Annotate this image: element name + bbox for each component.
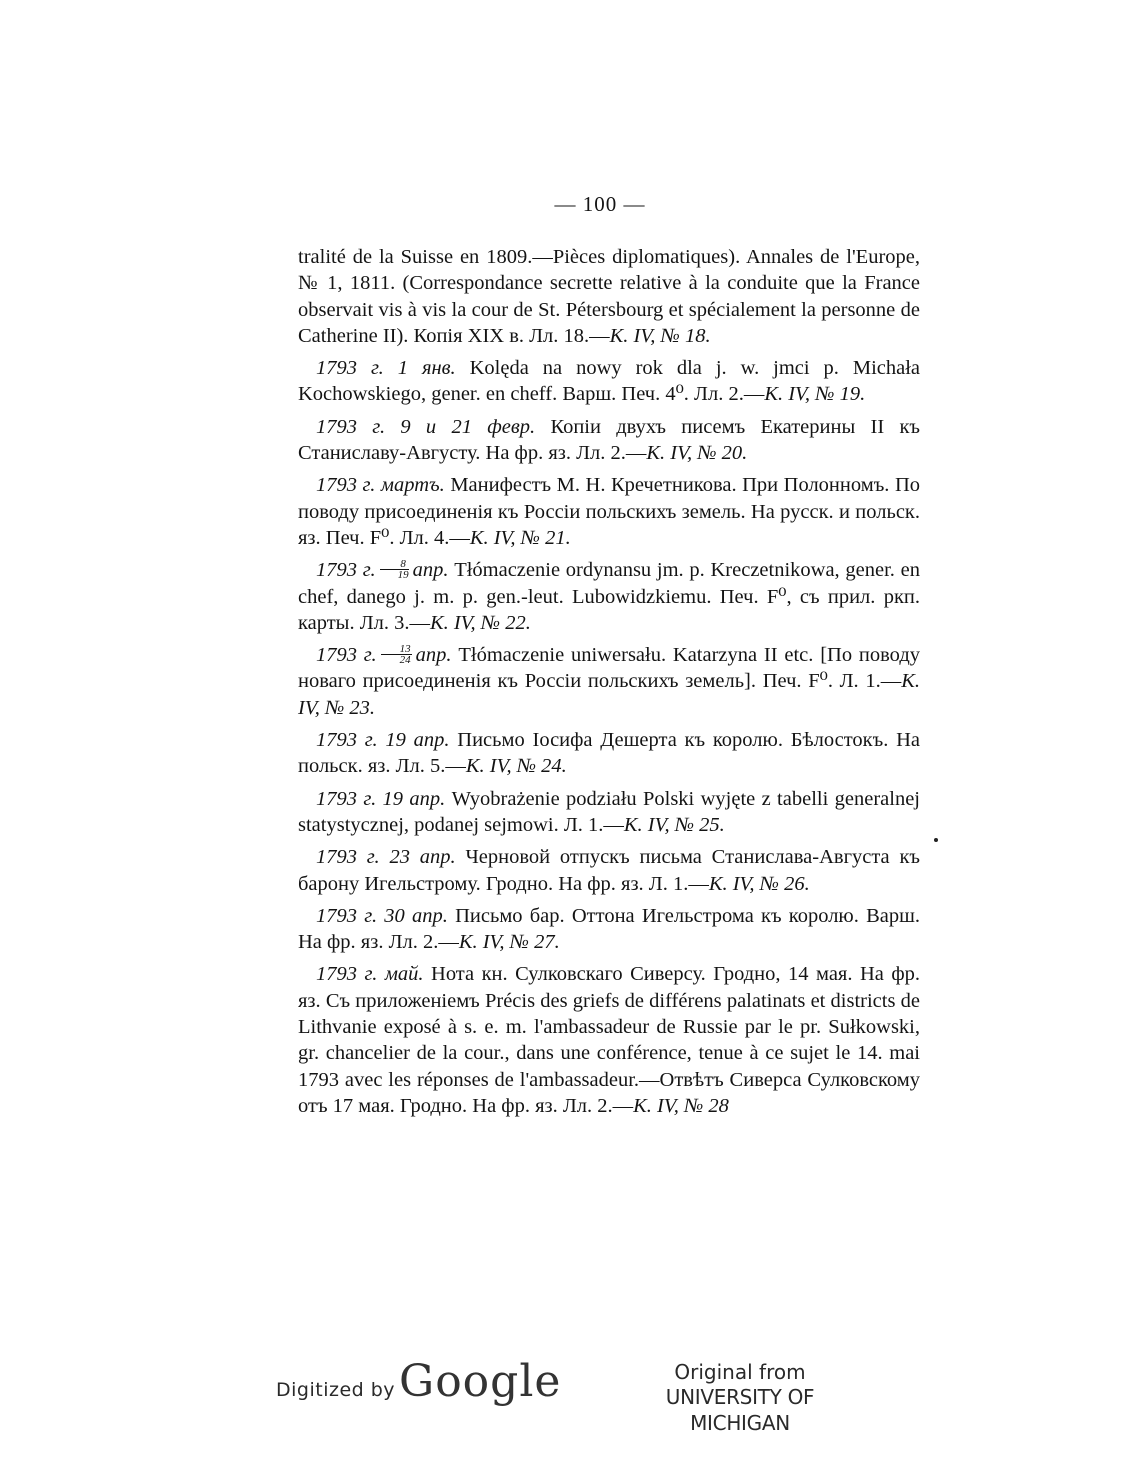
google-logo: Google xyxy=(399,1356,562,1407)
university-name: UNIVERSITY OF MICHIGAN xyxy=(665,1385,815,1435)
entry-date-suffix: апр. xyxy=(412,559,449,582)
entry-date-prefix: 1793 г. xyxy=(316,559,376,582)
date-fraction xyxy=(380,559,409,580)
archive-reference: К. IV, № 27. xyxy=(458,931,560,954)
catalog-entry xyxy=(298,961,920,1119)
archive-reference: К. IV, № 19. xyxy=(764,383,866,406)
catalog-entry xyxy=(298,414,920,467)
digitized-by-watermark xyxy=(276,1356,561,1407)
entry-text: Черновой отпускъ письма Станислава-Августа къ барону Игельстрому. Гродно. На фр. яз. Л. 1.— xyxy=(298,846,921,895)
date-fraction xyxy=(381,644,412,665)
entry-date: 1793 г. май. xyxy=(316,963,424,986)
page-number: — 100 — xyxy=(554,192,646,216)
entry-text: Копіи двухъ писемъ Екатерины II къ Станиславу-Августу. На фр. яз. Лл. 2.— xyxy=(298,415,921,465)
entry-text: Tłómaczenie uniwersału. Katarzyna II etc. [По поводу новаго присоединенія къ Россіи польскихъ земель]. Печ. F⁰. Л. 1.— xyxy=(298,644,920,693)
entry-date: 1793 г. мартъ. xyxy=(316,474,445,497)
catalog-entry xyxy=(298,786,920,839)
entry-text: Tłómaczenie ordynansu jm. p. Kreczetnikowa, gener. en chef, danego j. m. p. gen.-leut. Lubowidzkiemu. Печ. F⁰, съ прил. ркп. карты. Лл. 3.— xyxy=(298,559,920,634)
catalog-entry xyxy=(298,642,920,721)
archive-reference: К. IV, № 18. xyxy=(609,324,711,347)
catalog-entry xyxy=(298,727,920,780)
archive-reference: К. IV, № 26. xyxy=(708,872,810,895)
fraction-numerator: 13 xyxy=(381,644,412,655)
intro-paragraph xyxy=(298,244,920,349)
archive-reference: К. IV, № 20. xyxy=(646,442,748,465)
catalog-entry xyxy=(298,844,920,897)
fraction-denominator: 24 xyxy=(399,653,411,666)
entry-text: Письмо Іосифа Дешерта къ королю. Бѣлостокъ. На польск. яз. Лл. 5.— xyxy=(298,729,920,778)
catalog-entry xyxy=(298,355,920,408)
archive-reference: К. IV, № 21. xyxy=(469,526,571,549)
fraction-numerator: 8 xyxy=(380,559,409,570)
original-from-label: Original from xyxy=(674,1360,806,1384)
archive-reference: К. IV, № 24. xyxy=(465,755,567,778)
margin-mark xyxy=(934,838,938,842)
source-attribution xyxy=(620,1360,860,1436)
archive-reference: К. IV, № 22. xyxy=(429,611,531,634)
entry-date: 1793 г. 19 апр. xyxy=(316,729,450,752)
intro-text: tralité de la Suisse en 1809.—Pièces diplomatiques). Annales de l'Europe, № 1, 1811. (Correspondance secrette relative à la conduite que la France observait vis à vis la cour de St. Pétersbourg et spécialement la personne de Catherine II). Копія XIX в. Лл. 18.— xyxy=(298,246,920,347)
entry-text: Kolęda na nowy rok dla j. w. jmci p. Michała Kochowskiego, gener. en cheff. Варш. Печ. 4⁰. Лл. 2.— xyxy=(298,357,921,406)
entry-date-suffix: апр. xyxy=(415,644,452,667)
fraction-denominator: 19 xyxy=(397,569,409,582)
archive-reference: К. IV, № 25. xyxy=(623,813,725,836)
catalog-entry xyxy=(298,903,920,956)
entry-text: Письмо бар. Оттона Игельстрома къ королю. Варш. На фр. яз. Лл. 2.— xyxy=(298,904,921,954)
entry-date: 1793 г. 30 апр. xyxy=(316,904,448,927)
document-body xyxy=(298,244,920,1125)
entry-date: 1793 г. 9 и 21 февр. xyxy=(316,415,536,438)
entry-text: Wyobrażenie podziału Polski wyjęte z tabelli generalnej statystycznej, podanej sejmowi. Л. 1.— xyxy=(298,787,921,836)
digitized-by-label: Digitized by xyxy=(276,1379,396,1401)
catalog-entry xyxy=(298,472,920,551)
entry-date: 1793 г. 1 янв. xyxy=(316,357,456,380)
entry-date: 1793 г. 23 апр. xyxy=(316,846,456,869)
entry-date: 1793 г. 19 апр. xyxy=(316,787,446,810)
entry-date-prefix: 1793 г. xyxy=(316,644,377,667)
entry-text: Манифестъ М. Н. Кречетникова. При Полонномъ. По поводу присоединенія къ Россіи польскихъ земель. На русск. и польск. яз. Печ. F⁰. Лл. 4.— xyxy=(298,474,920,549)
catalog-entry xyxy=(298,557,920,636)
archive-reference: К. IV, № 23. xyxy=(298,670,920,719)
archive-reference: К. IV, № 28 xyxy=(633,1094,729,1117)
entry-text: Нота кн. Сулковскаго Сиверсу. Гродно, 14 мая. На фр. яз. Съ приложеніемъ Précis des griefs de différens palatinats et districts de Lithvanie exposé à s. e. m. l'ambassadeur de Russie par le pr. Sułkowski, gr. chancelier de la cour., dans une conférence, tenue à ce sujet le 14. mai 1793 avec les réponses de l'ambassadeur.—Отвѣтъ Сиверса Сулковскому отъ 17 мая. Гродно. На фр. яз. Лл. 2.— xyxy=(298,963,920,1117)
